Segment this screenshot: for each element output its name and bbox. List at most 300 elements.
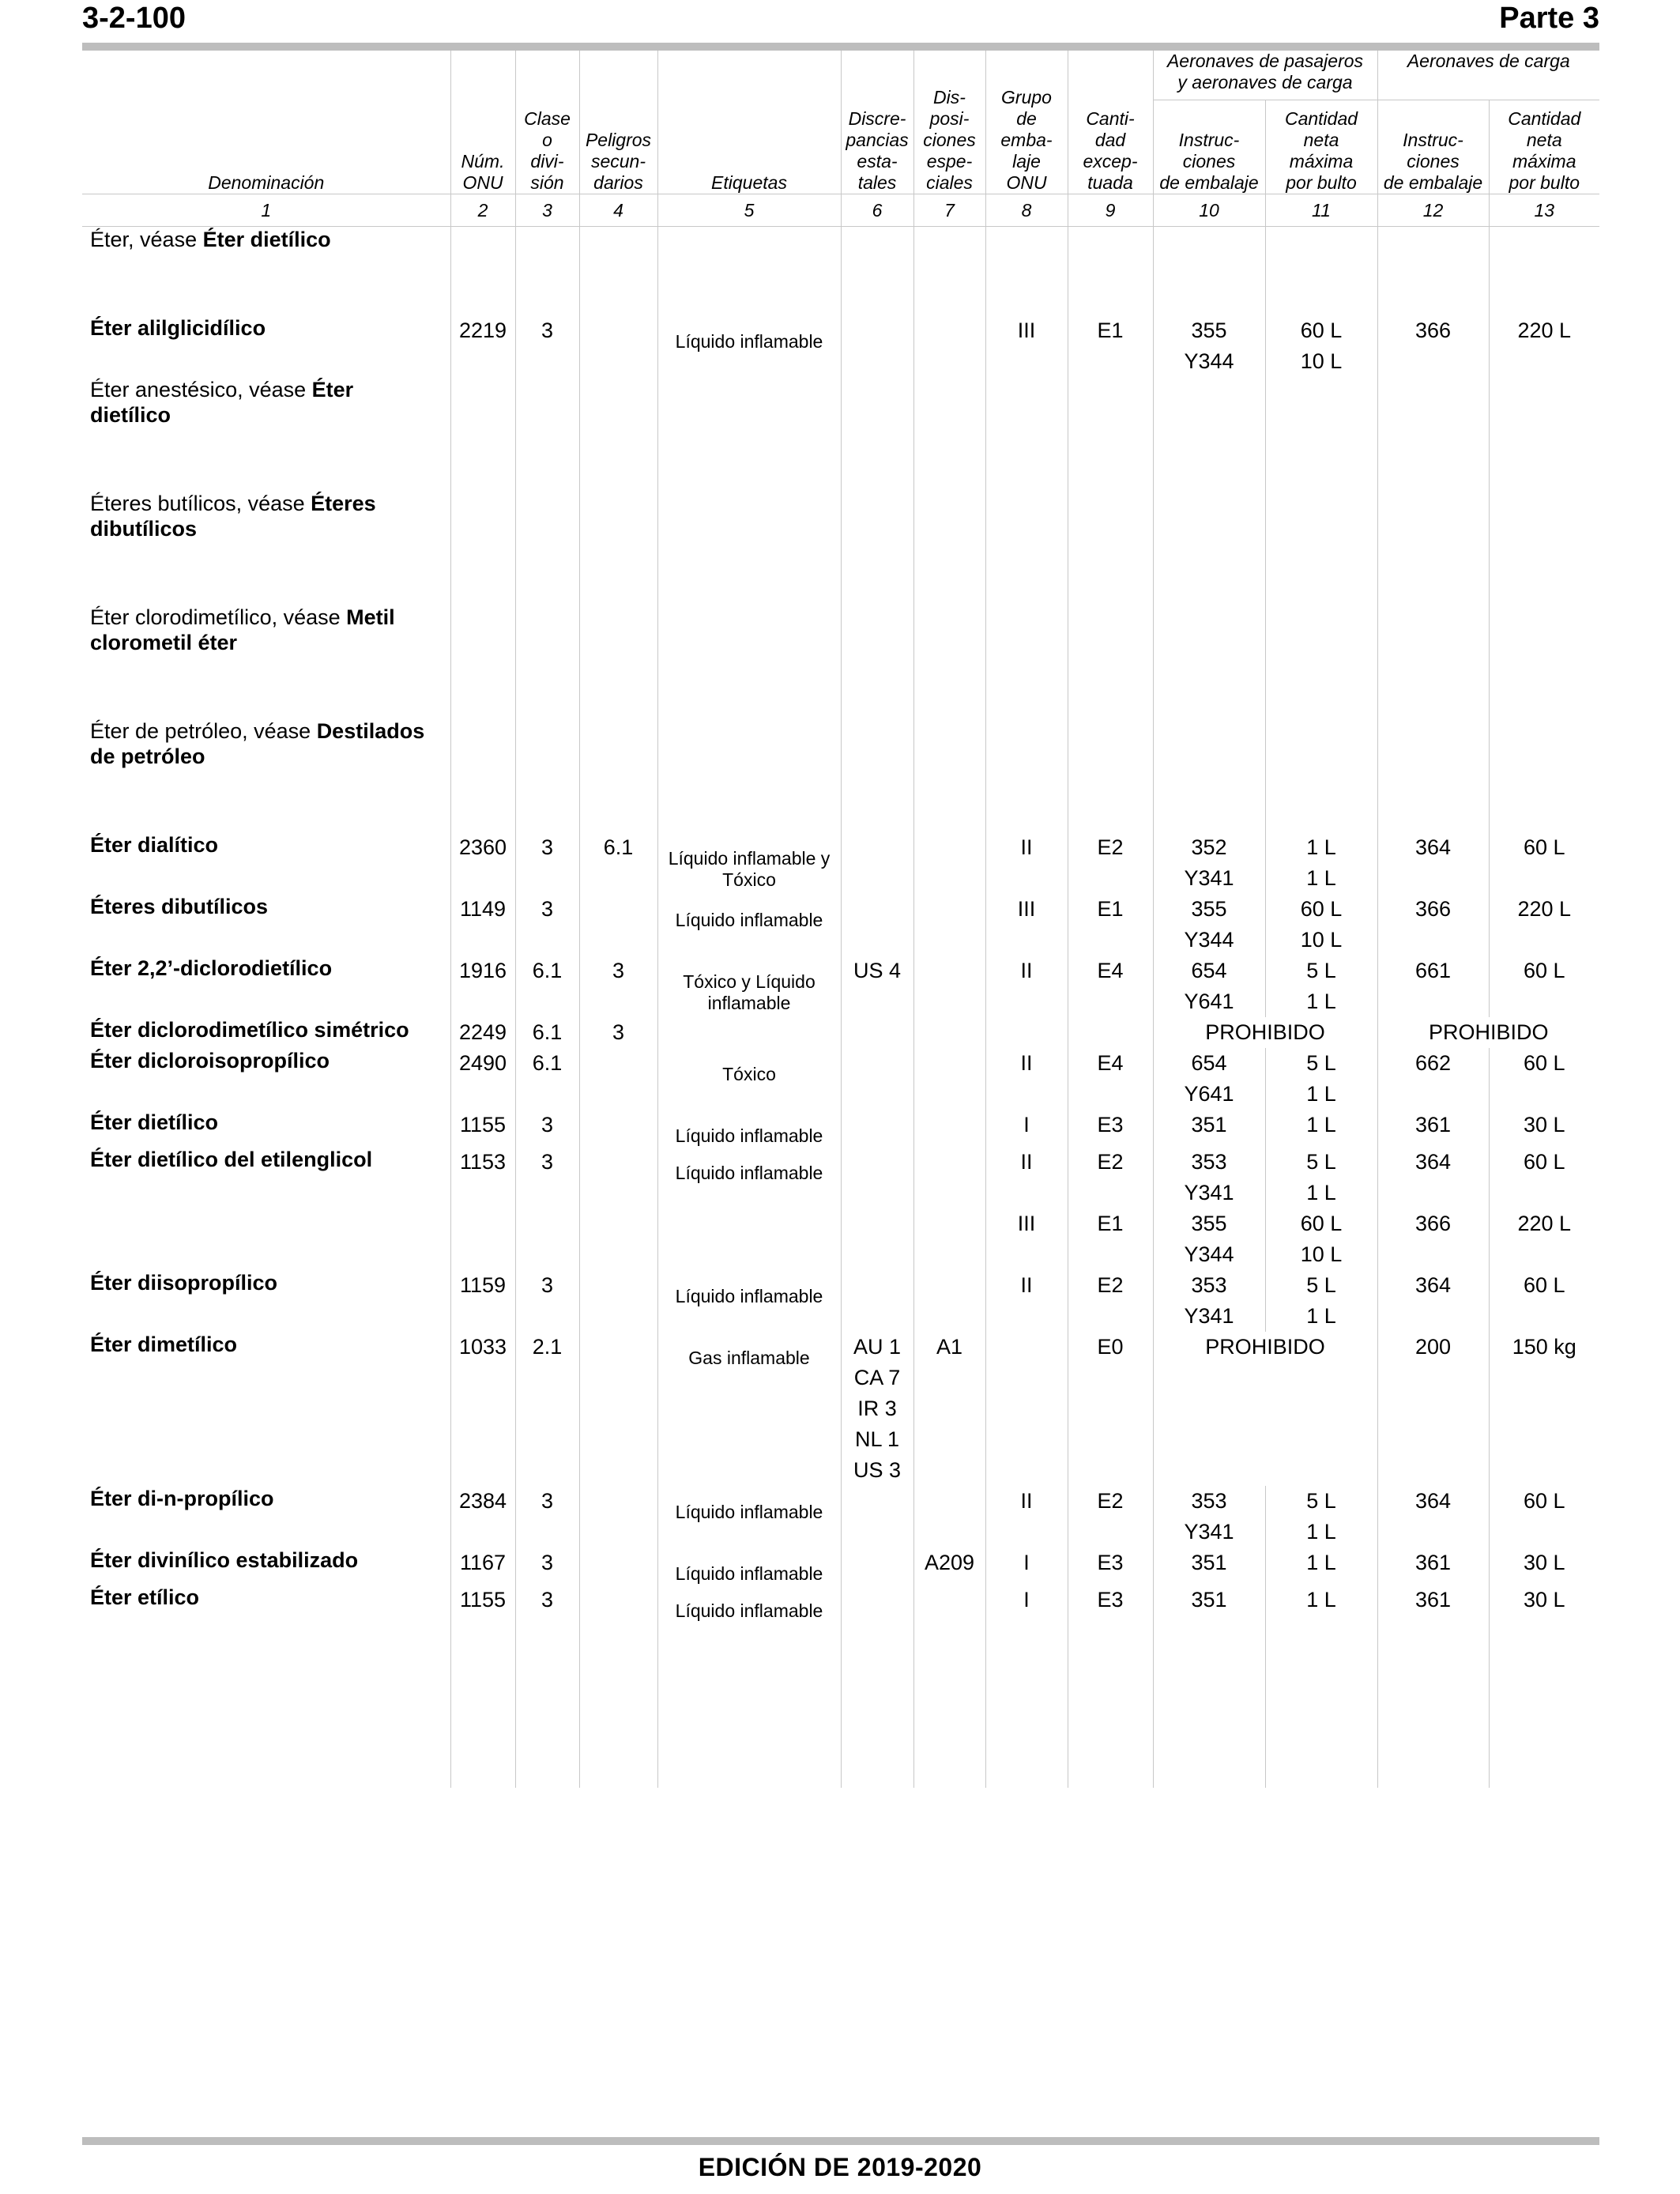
class-division: 3 <box>515 1147 579 1270</box>
hazard-labels: Tóxico y Líquido inflamable <box>657 956 841 1017</box>
substance-name <box>82 1147 450 1270</box>
un-number <box>450 227 515 316</box>
passenger-packing-instruction <box>1153 227 1265 316</box>
special-provisions <box>913 1110 985 1147</box>
packing-group <box>985 956 1068 1017</box>
class-division: 6.1 <box>515 956 579 1017</box>
cargo-max-quantity <box>1489 832 1599 894</box>
state-variations <box>841 956 913 1017</box>
secondary-hazard <box>579 1486 657 1547</box>
hazard-labels: Líquido inflamable <box>657 1585 841 1622</box>
max-quantity-line: 30 L <box>1523 1588 1565 1612</box>
max-quantity-line: 30 L <box>1523 1113 1565 1137</box>
class-division: 6.1 <box>515 1048 579 1110</box>
name-bold: Éter etílico <box>90 1585 200 1609</box>
name-bold: Éter dietílico del etilenglicol <box>90 1148 373 1171</box>
hazard-labels <box>657 491 841 605</box>
cargo-max-quantity <box>1489 1585 1599 1622</box>
class-division: 6.1 <box>515 1017 579 1048</box>
name-bold: Éter dimetílico <box>90 1333 238 1356</box>
class-division <box>515 718 579 832</box>
passenger-packing-instruction <box>1153 1270 1265 1332</box>
name-bold: Éter diisopropílico <box>90 1271 278 1295</box>
name-bold: Destilados de petróleo <box>90 719 425 768</box>
passenger-packing-instruction <box>1153 1110 1265 1147</box>
secondary-hazard <box>579 1147 657 1270</box>
secondary-hazard <box>579 1110 657 1147</box>
state-variation-line: AU 1 <box>853 1335 902 1359</box>
substance-name <box>82 605 450 718</box>
column-number-row <box>82 194 1599 227</box>
max-quantity-line: 5 L <box>1306 1489 1336 1513</box>
special-provisions <box>913 377 985 491</box>
special-provisions <box>913 894 985 956</box>
substance-name <box>82 1048 450 1110</box>
secondary-hazard <box>579 377 657 491</box>
col-num-12: 12 <box>1377 194 1489 227</box>
table-body <box>82 227 1599 1623</box>
packing-instruction-line: 654 <box>1191 1051 1227 1075</box>
max-quantity-line: 60 L <box>1523 959 1565 982</box>
name-plain: Éter, véase <box>90 228 203 251</box>
un-number: 1033 <box>450 1332 515 1486</box>
secondary-hazard: 3 <box>579 956 657 1017</box>
packing-group <box>985 1110 1068 1147</box>
packing-instruction-line: Y344 <box>1184 349 1234 373</box>
col-header-3: Clase o divi- sión <box>515 51 579 194</box>
cargo-max-quantity <box>1489 894 1599 956</box>
excepted-quantity <box>1068 377 1153 491</box>
cargo-packing-instruction <box>1377 377 1489 491</box>
packing-group-line: II <box>1020 959 1033 982</box>
passenger-packing-instruction <box>1153 956 1265 1017</box>
hazard-labels: Gas inflamable <box>657 1332 841 1486</box>
bottom-rule <box>82 2137 1599 2145</box>
packing-instruction-line: 351 <box>1191 1588 1227 1612</box>
state-variations <box>841 315 913 377</box>
packing-instruction-line: Y341 <box>1184 866 1234 890</box>
name-bold: Metil clorometil éter <box>90 605 395 654</box>
hazard-labels <box>657 227 841 316</box>
special-provisions <box>913 1017 985 1048</box>
packing-group <box>985 1486 1068 1547</box>
packing-group-line: I <box>1023 1113 1030 1137</box>
table-row <box>82 956 1599 1017</box>
max-quantity-line: 1 L <box>1306 1304 1336 1328</box>
table-row <box>82 1147 1599 1270</box>
page-number: 3-2-100 <box>82 2 186 35</box>
packing-group <box>985 832 1068 894</box>
secondary-hazard <box>579 1270 657 1332</box>
state-variation-line: US 3 <box>853 1458 902 1482</box>
un-number: 2384 <box>450 1486 515 1547</box>
passenger-packing-instruction <box>1153 1048 1265 1110</box>
un-number: 1155 <box>450 1585 515 1622</box>
table-row <box>82 377 1599 491</box>
packing-group-line: II <box>1020 835 1033 859</box>
max-quantity-line: 60 L <box>1523 1273 1565 1297</box>
cargo-packing-instruction <box>1377 832 1489 894</box>
max-quantity-line: 30 L <box>1523 1551 1565 1574</box>
excepted-quantity <box>1068 1585 1153 1622</box>
excepted-quantity-line <box>1068 1178 1153 1208</box>
excepted-quantity-line <box>1068 1239 1153 1270</box>
packing-instruction-line: Y641 <box>1184 1082 1234 1106</box>
passenger-max-quantity <box>1265 1486 1377 1547</box>
packing-group-line: I <box>1023 1588 1030 1612</box>
un-number: 1916 <box>450 956 515 1017</box>
table-row <box>82 605 1599 718</box>
edition-footer: EDICIÓN DE 2019-2020 <box>698 2153 982 2181</box>
secondary-hazard <box>579 605 657 718</box>
packing-group <box>985 894 1068 956</box>
special-provisions <box>913 491 985 605</box>
cargo-max-quantity <box>1489 605 1599 718</box>
class-division: 3 <box>515 1110 579 1147</box>
col-num-4: 4 <box>579 194 657 227</box>
passenger-packing-instruction <box>1153 315 1265 377</box>
packing-group <box>985 1332 1068 1486</box>
max-quantity-line: 10 L <box>1300 928 1343 952</box>
excepted-quantity <box>1068 1147 1153 1270</box>
packing-instruction-line: Y341 <box>1184 1304 1234 1328</box>
packing-instruction-line: 364 <box>1414 1273 1452 1297</box>
un-number: 1153 <box>450 1147 515 1270</box>
passenger-packing-instruction <box>1153 832 1265 894</box>
name-bold: Éter alilglicidílico <box>90 316 266 340</box>
name-bold: Éter divinílico estabilizado <box>90 1548 359 1572</box>
excepted-quantity <box>1068 1486 1153 1547</box>
excepted-quantity-line: E2 <box>1097 835 1124 859</box>
dangerous-goods-table <box>82 51 1599 1788</box>
cargo-packing-instruction <box>1377 605 1489 718</box>
max-quantity-line: 60 L <box>1300 1212 1343 1235</box>
packing-group-line: III <box>1017 319 1036 342</box>
excepted-quantity <box>1068 1110 1153 1147</box>
table-row <box>82 832 1599 894</box>
top-rule <box>82 43 1599 51</box>
cargo-max-quantity <box>1489 1270 1599 1332</box>
un-number: 1149 <box>450 894 515 956</box>
packing-instruction-line: 355 <box>1191 1212 1227 1235</box>
packing-instruction-line: 353 <box>1191 1489 1227 1513</box>
secondary-hazard: 3 <box>579 1017 657 1048</box>
max-quantity-line: 220 L <box>1517 1212 1572 1235</box>
packing-instruction-line: 353 <box>1191 1150 1227 1174</box>
un-number <box>450 491 515 605</box>
hazard-labels: Líquido inflamable <box>657 315 841 377</box>
cargo-packing-instruction <box>1377 491 1489 605</box>
cargo-packing-instruction <box>1377 1547 1489 1585</box>
class-division <box>515 605 579 718</box>
name-bold: Éter dietílico <box>90 1110 219 1134</box>
cargo-packing-instruction <box>1377 1147 1489 1270</box>
max-quantity-line: 10 L <box>1300 1242 1343 1266</box>
max-quantity-line: 1 L <box>1306 835 1336 859</box>
col-header-6: Discre- pancias esta- tales <box>841 51 913 194</box>
secondary-hazard <box>579 718 657 832</box>
passenger-max-quantity <box>1265 491 1377 605</box>
un-number <box>450 605 515 718</box>
excepted-quantity <box>1068 1270 1153 1332</box>
header-row <box>82 51 1599 100</box>
packing-group <box>985 605 1068 718</box>
excepted-quantity <box>1068 956 1153 1017</box>
state-variations <box>841 1270 913 1332</box>
secondary-hazard <box>579 1332 657 1486</box>
max-quantity-line: 10 L <box>1300 349 1343 373</box>
substance-name <box>82 227 450 316</box>
secondary-hazard: 6.1 <box>579 832 657 894</box>
max-quantity-line: 150 kg <box>1512 1335 1576 1359</box>
state-variations <box>841 1048 913 1110</box>
packing-instruction-line: 364 <box>1414 835 1452 859</box>
max-quantity-line: 5 L <box>1306 959 1336 982</box>
hazard-labels: Tóxico <box>657 1048 841 1110</box>
packing-instruction-line: 200 <box>1414 1335 1452 1359</box>
packing-group-line: III <box>1017 1212 1036 1235</box>
cargo-packing-instruction <box>1377 956 1489 1017</box>
substance-name <box>82 956 450 1017</box>
excepted-quantity-line: E1 <box>1097 319 1124 342</box>
un-number: 1159 <box>450 1270 515 1332</box>
special-provisions: A209 <box>913 1547 985 1585</box>
name-bold: Éter dietílico <box>90 378 354 427</box>
cargo-max-quantity <box>1489 956 1599 1017</box>
packing-group <box>985 1585 1068 1622</box>
cargo-packing-instruction <box>1377 718 1489 832</box>
table-row <box>82 1110 1599 1147</box>
excepted-quantity <box>1068 894 1153 956</box>
excepted-quantity <box>1068 491 1153 605</box>
un-number: 2249 <box>450 1017 515 1048</box>
class-division <box>515 377 579 491</box>
col-header-1: Denominación <box>82 51 450 194</box>
special-provisions <box>913 718 985 832</box>
substance-name <box>82 1017 450 1048</box>
group-header-passenger: Aeronaves de pasajeros y aeronaves de carga <box>1153 51 1377 100</box>
packing-instruction-line: 662 <box>1414 1051 1452 1075</box>
cargo-max-quantity <box>1489 1332 1599 1486</box>
excepted-quantity <box>1068 315 1153 377</box>
packing-instruction-line: Y341 <box>1184 1520 1234 1544</box>
substance-name <box>82 1547 450 1585</box>
passenger-max-quantity <box>1265 1048 1377 1110</box>
passenger-packing-instruction <box>1153 605 1265 718</box>
packing-instruction-line: 355 <box>1191 319 1227 342</box>
passenger-packing-instruction <box>1153 1486 1265 1547</box>
name-bold: Éter dialítico <box>90 833 219 857</box>
hazard-labels: Líquido inflamable <box>657 1270 841 1332</box>
packing-group-line: II <box>1020 1051 1033 1075</box>
special-provisions <box>913 1270 985 1332</box>
special-provisions <box>913 227 985 316</box>
max-quantity-line: 220 L <box>1517 319 1572 342</box>
table-row <box>82 1486 1599 1547</box>
class-division: 3 <box>515 1547 579 1585</box>
substance-name <box>82 491 450 605</box>
max-quantity-line: 1 L <box>1306 1181 1336 1204</box>
passenger-packing-instruction <box>1153 894 1265 956</box>
packing-instruction-line: Y641 <box>1184 990 1234 1013</box>
table-row <box>82 1270 1599 1332</box>
passenger-prohibited: PROHIBIDO <box>1153 1332 1377 1486</box>
max-quantity-line <box>1490 1239 1600 1270</box>
name-bold: Éteres dibutílicos <box>90 895 269 918</box>
packing-group <box>985 227 1068 316</box>
packing-group <box>985 1270 1068 1332</box>
cargo-packing-instruction <box>1377 1048 1489 1110</box>
table-row <box>82 315 1599 377</box>
cargo-packing-instruction <box>1377 1110 1489 1147</box>
col-header-8: Grupo de emba- laje ONU <box>985 51 1068 194</box>
secondary-hazard <box>579 227 657 316</box>
name-plain: Éter clorodimetílico, véase <box>90 605 347 629</box>
packing-group <box>985 1048 1068 1110</box>
name-bold: Éter dietílico <box>202 228 331 251</box>
excepted-quantity-line: E2 <box>1097 1273 1124 1297</box>
passenger-max-quantity <box>1265 1110 1377 1147</box>
max-quantity-line: 60 L <box>1523 1489 1565 1513</box>
passenger-packing-instruction <box>1153 718 1265 832</box>
name-plain: Éter anestésico, véase <box>90 378 312 401</box>
packing-group <box>985 491 1068 605</box>
cargo-packing-instruction <box>1377 1585 1489 1622</box>
excepted-quantity <box>1068 1017 1153 1048</box>
max-quantity-line: 1 L <box>1306 1551 1336 1574</box>
un-number <box>450 377 515 491</box>
max-quantity-line: 1 L <box>1306 1520 1336 1544</box>
excepted-quantity <box>1068 718 1153 832</box>
state-variations <box>841 1017 913 1048</box>
substance-name <box>82 1332 450 1486</box>
special-provisions: A1 <box>913 1332 985 1486</box>
substance-name <box>82 1270 450 1332</box>
packing-instruction-line <box>1378 1178 1489 1208</box>
un-number: 1167 <box>450 1547 515 1585</box>
excepted-quantity <box>1068 227 1153 316</box>
special-provisions <box>913 956 985 1017</box>
state-variations <box>841 1585 913 1622</box>
hazard-labels: Líquido inflamable <box>657 894 841 956</box>
col-header-2: Núm. ONU <box>450 51 515 194</box>
un-number: 2219 <box>450 315 515 377</box>
class-division: 3 <box>515 1486 579 1547</box>
col-header-7: Dis- posi- ciones espe- ciales <box>913 51 985 194</box>
passenger-packing-instruction <box>1153 1147 1265 1270</box>
substance-name <box>82 894 450 956</box>
excepted-quantity <box>1068 605 1153 718</box>
cargo-max-quantity <box>1489 1048 1599 1110</box>
packing-group-line: I <box>1023 1551 1030 1574</box>
packing-instruction-line: 351 <box>1191 1551 1227 1574</box>
state-variations <box>841 718 913 832</box>
substance-name <box>82 377 450 491</box>
max-quantity-line: 1 L <box>1306 990 1336 1013</box>
packing-group <box>985 1017 1068 1048</box>
col-num-6: 6 <box>841 194 913 227</box>
state-variations <box>841 894 913 956</box>
name-bold: Éter dicloroisopropílico <box>90 1049 330 1072</box>
class-division <box>515 491 579 605</box>
name-plain: Éter de petróleo, véase <box>90 719 317 743</box>
col-header-5: Etiquetas <box>657 51 841 194</box>
state-variations <box>841 1486 913 1547</box>
filler-row <box>82 1622 1599 1788</box>
substance-name <box>82 1486 450 1547</box>
packing-instruction-line: 366 <box>1414 897 1452 921</box>
excepted-quantity-line: E3 <box>1097 1551 1124 1574</box>
table-row <box>82 1547 1599 1585</box>
table-row <box>82 1585 1599 1622</box>
col-num-7: 7 <box>913 194 985 227</box>
state-variations <box>841 227 913 316</box>
cargo-max-quantity <box>1489 1547 1599 1585</box>
packing-instruction-line: 352 <box>1191 835 1227 859</box>
cargo-max-quantity <box>1489 491 1599 605</box>
packing-instruction-line <box>1378 1239 1489 1270</box>
cargo-packing-instruction <box>1377 227 1489 316</box>
table-row <box>82 1048 1599 1110</box>
packing-instruction-line: 654 <box>1191 959 1227 982</box>
hazard-labels: Líquido inflamable <box>657 1486 841 1547</box>
packing-instruction-line: Y344 <box>1184 928 1234 952</box>
special-provisions <box>913 1486 985 1547</box>
hazard-labels: Líquido inflamable <box>657 1547 841 1585</box>
packing-instruction-line: 366 <box>1414 1212 1452 1235</box>
state-variations <box>841 1332 913 1486</box>
class-division: 3 <box>515 1585 579 1622</box>
col-num-11: 11 <box>1265 194 1377 227</box>
state-variations <box>841 1547 913 1585</box>
un-number: 2360 <box>450 832 515 894</box>
hazard-labels <box>657 718 841 832</box>
max-quantity-line: 60 L <box>1523 835 1565 859</box>
col-header-10: Instruc- ciones de embalaje <box>1153 100 1265 194</box>
max-quantity-line: 1 L <box>1306 1082 1336 1106</box>
col-num-5: 5 <box>657 194 841 227</box>
cargo-packing-instruction <box>1377 1332 1489 1486</box>
passenger-max-quantity <box>1265 894 1377 956</box>
special-provisions <box>913 605 985 718</box>
col-num-13: 13 <box>1489 194 1599 227</box>
col-num-9: 9 <box>1068 194 1153 227</box>
packing-instruction-line: 364 <box>1414 1150 1452 1174</box>
excepted-quantity-line: E2 <box>1097 1489 1124 1513</box>
max-quantity-line: 1 L <box>1306 866 1336 890</box>
packing-instruction-line: 361 <box>1414 1588 1452 1612</box>
cargo-max-quantity <box>1489 315 1599 377</box>
un-number: 2490 <box>450 1048 515 1110</box>
packing-group-line <box>986 1239 1068 1270</box>
secondary-hazard <box>579 894 657 956</box>
packing-instruction-line: 353 <box>1191 1273 1227 1297</box>
passenger-max-quantity <box>1265 377 1377 491</box>
col-num-2: 2 <box>450 194 515 227</box>
table-row <box>82 1332 1599 1486</box>
max-quantity-line: 1 L <box>1306 1588 1336 1612</box>
passenger-max-quantity <box>1265 1147 1377 1270</box>
packing-group <box>985 718 1068 832</box>
packing-group <box>985 377 1068 491</box>
passenger-packing-instruction <box>1153 491 1265 605</box>
cargo-max-quantity <box>1489 1486 1599 1547</box>
excepted-quantity <box>1068 1048 1153 1110</box>
excepted-quantity-line: E1 <box>1097 897 1124 921</box>
substance-name <box>82 718 450 832</box>
packing-group <box>985 1147 1068 1270</box>
packing-group-line: III <box>1017 897 1036 921</box>
